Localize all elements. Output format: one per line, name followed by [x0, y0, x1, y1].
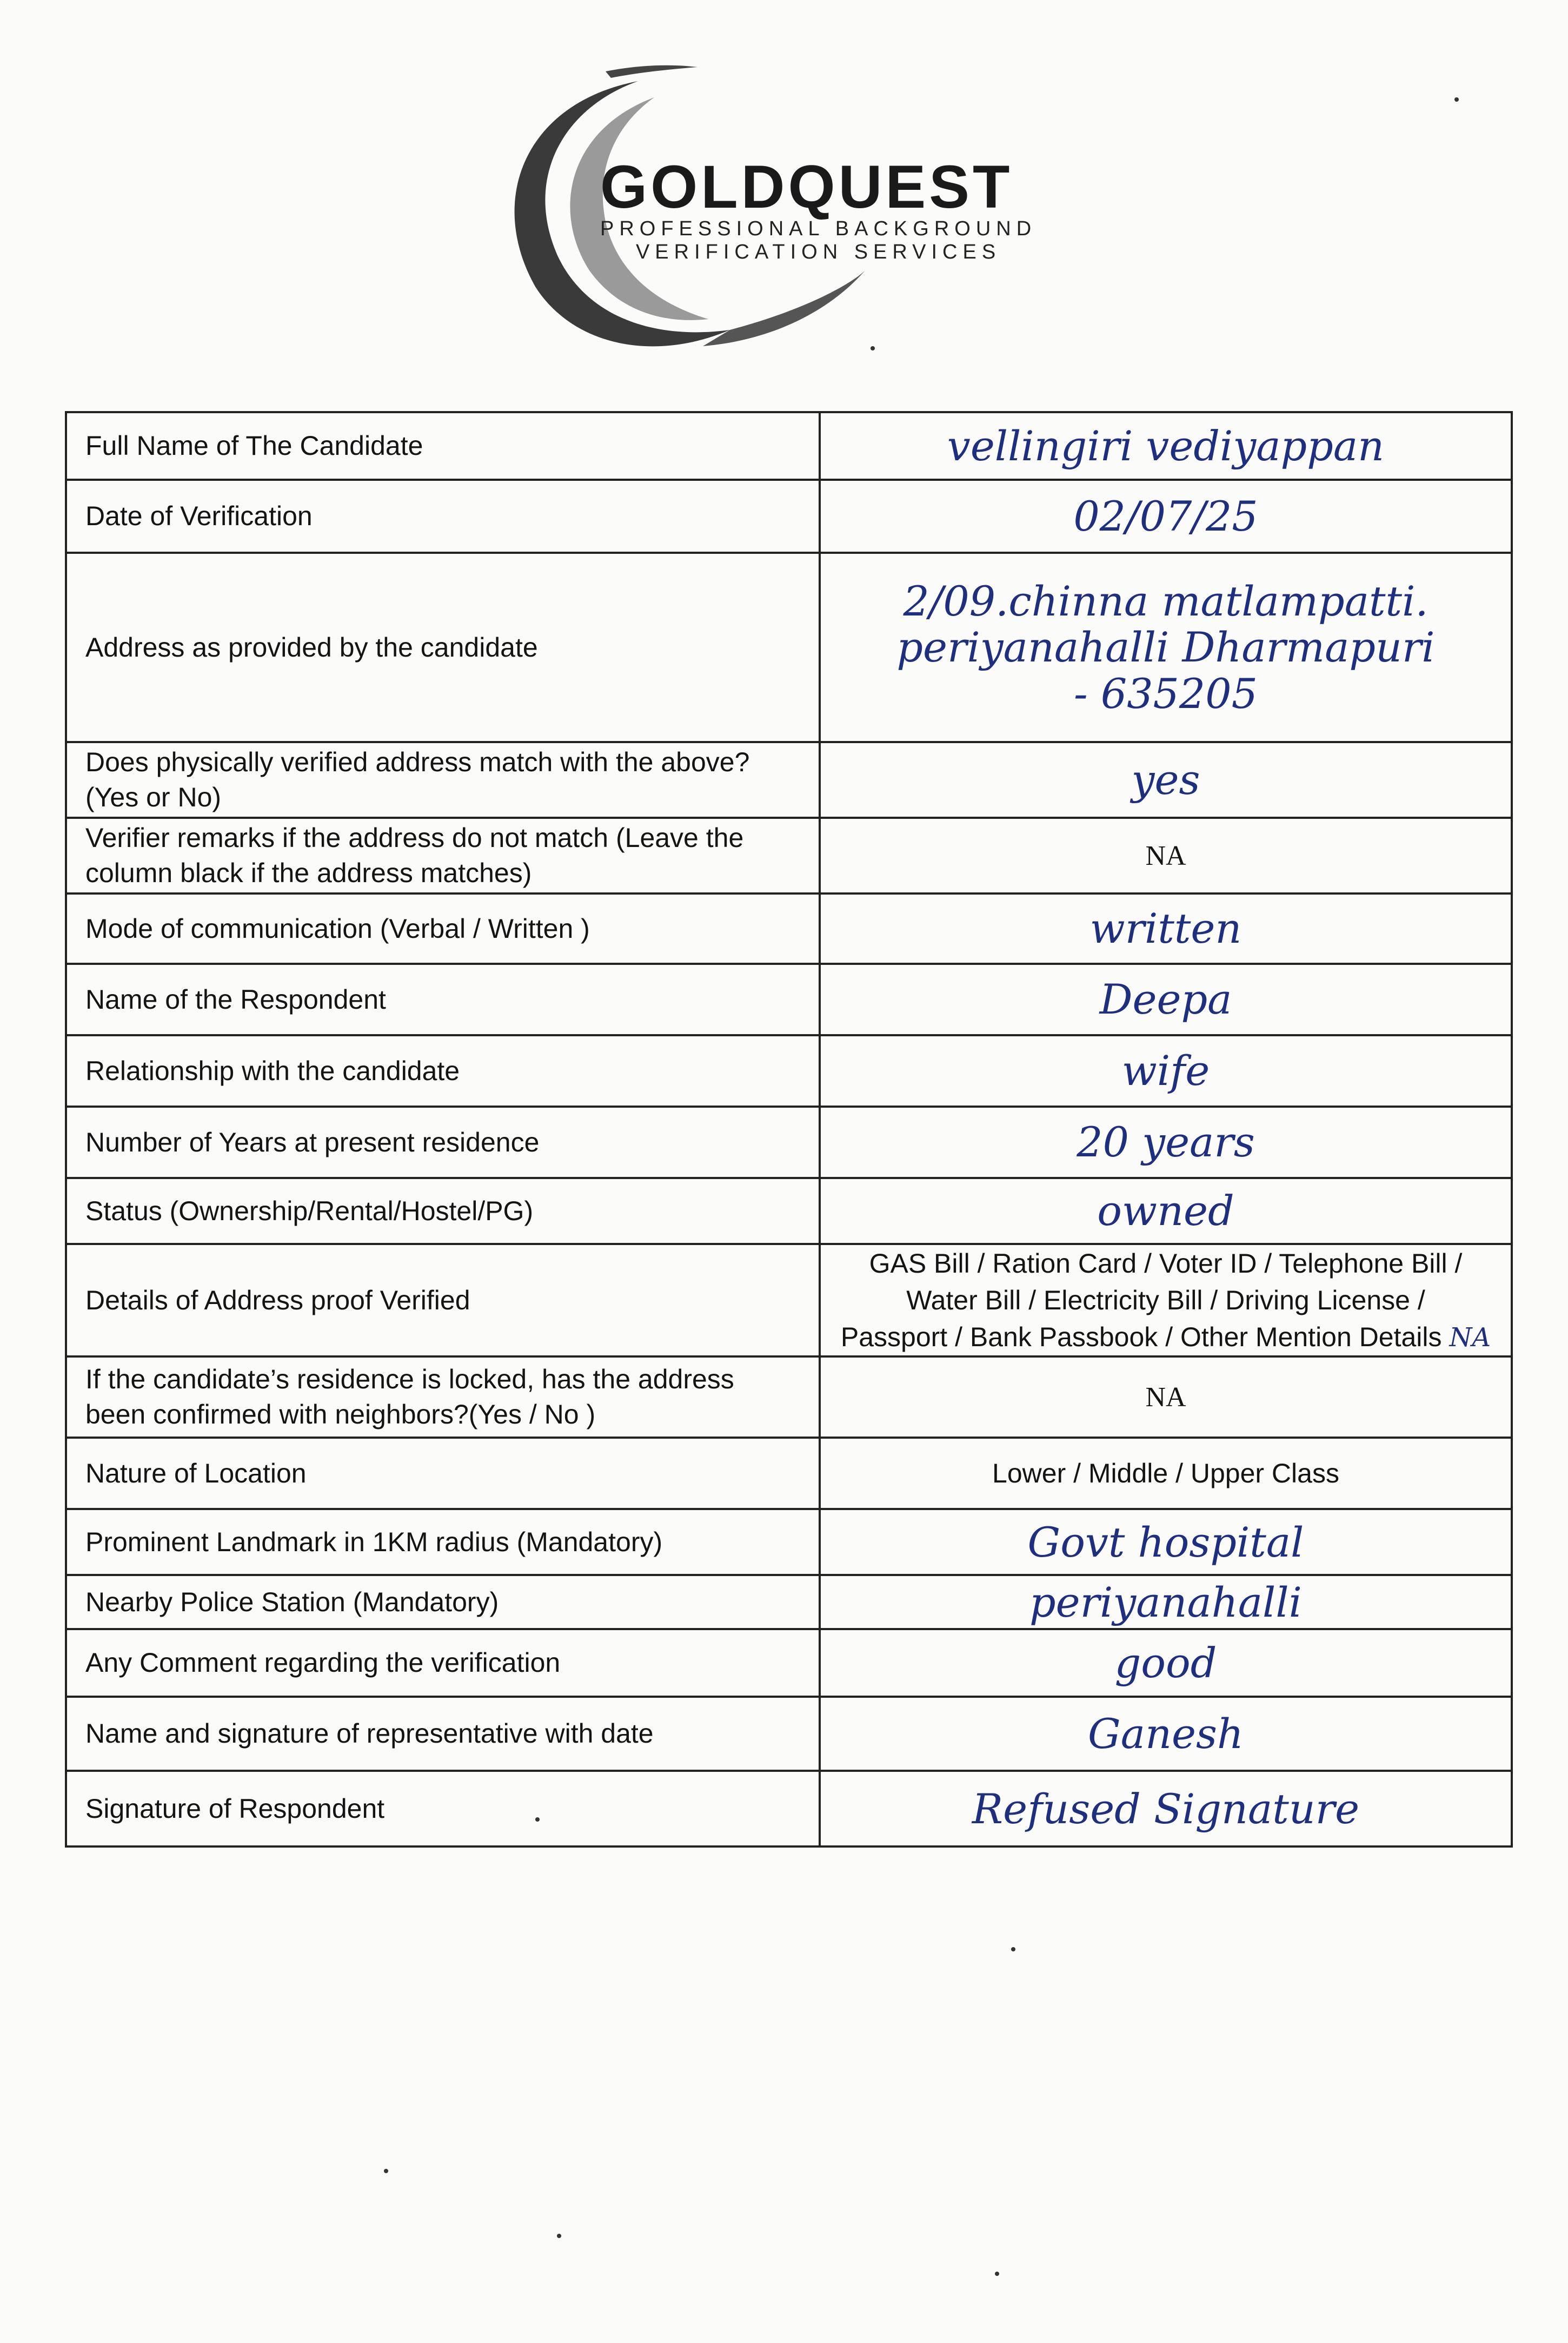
row-value	[820, 412, 1512, 480]
police-station-value: periyanahalli	[1029, 1578, 1302, 1626]
row-value	[820, 1509, 1512, 1575]
form-row	[66, 1244, 1512, 1356]
handwritten-na-mark: NA	[1449, 1322, 1491, 1353]
row-label: Status (Ownership/Rental/Hostel/PG)	[66, 1178, 820, 1244]
candidate-name-value: vellingiri vediyappan	[947, 421, 1385, 470]
row-label: Mode of communication (Verbal / Written )	[66, 893, 820, 964]
row-value	[820, 1035, 1512, 1107]
address-proof-options-text: Passport / Bank Passbook / Other Mention Details	[840, 1322, 1442, 1352]
label-line: been confirmed with neighbors?(Yes / No )	[85, 1399, 596, 1430]
row-label: Date of Verification	[66, 480, 820, 553]
label-line: column black if the address matches)	[85, 858, 532, 888]
row-value	[820, 1244, 1512, 1356]
form-row	[66, 742, 1512, 818]
form-row	[66, 893, 1512, 964]
form-row	[66, 1107, 1512, 1178]
row-value	[820, 1771, 1512, 1846]
row-label	[66, 818, 820, 893]
neighbors-confirmed-value: NA	[1145, 1381, 1186, 1413]
relationship-value: wife	[1121, 1047, 1210, 1095]
label-line: If the candidate’s residence is locked, has the address	[85, 1364, 734, 1395]
communication-mode-value: written	[1089, 904, 1242, 953]
scan-speck	[1454, 97, 1459, 102]
row-label: Relationship with the candidate	[66, 1035, 820, 1107]
row-label: Prominent Landmark in 1KM radius (Mandatory)	[66, 1509, 820, 1575]
row-value	[820, 742, 1512, 818]
row-value	[820, 553, 1512, 742]
form-row	[66, 1178, 1512, 1244]
row-label: Full Name of The Candidate	[66, 412, 820, 480]
form-row	[66, 1035, 1512, 1107]
form-row	[66, 480, 1512, 553]
row-value	[820, 1356, 1512, 1438]
row-label: Details of Address proof Verified	[66, 1244, 820, 1356]
row-value	[820, 1107, 1512, 1178]
label-line: Verifier remarks if the address do not match (Leave the	[85, 823, 744, 853]
row-label: Nearby Police Station (Mandatory)	[66, 1575, 820, 1629]
row-label: Address as provided by the candidate	[66, 553, 820, 742]
row-value	[820, 1629, 1512, 1697]
brand-tagline-line1: PROFESSIONAL BACKGROUND	[600, 217, 1037, 240]
row-label: Name and signature of representative with date	[66, 1697, 820, 1771]
address-proof-options-line: GAS Bill / Ration Card / Voter ID / Telephone Bill /	[869, 1248, 1463, 1279]
row-value	[820, 964, 1512, 1035]
row-value	[820, 893, 1512, 964]
verification-date-value: 02/07/25	[1073, 492, 1258, 540]
residence-status-value: owned	[1097, 1187, 1234, 1235]
address-proof-options-line: Water Bill / Electricity Bill / Driving License /	[906, 1285, 1425, 1315]
row-label: Any Comment regarding the verification	[66, 1629, 820, 1697]
verifier-remarks-value: NA	[1145, 840, 1186, 871]
row-value	[820, 1697, 1512, 1771]
form-row	[66, 1771, 1512, 1846]
row-label	[66, 1356, 820, 1438]
row-label: Number of Years at present residence	[66, 1107, 820, 1178]
form-row	[66, 1575, 1512, 1629]
years-at-residence-value: 20 years	[1077, 1118, 1255, 1167]
respondent-signature-value: Refused Signature	[972, 1784, 1360, 1833]
location-nature-value: Lower / Middle / Upper Class	[992, 1458, 1339, 1489]
scan-speck	[995, 2272, 999, 2276]
label-line: Does physically verified address match with the above?	[85, 747, 750, 777]
row-value	[820, 480, 1512, 553]
brand-name: GOLDQUEST	[600, 153, 1013, 221]
form-row	[66, 412, 1512, 480]
form-row	[66, 1438, 1512, 1509]
scan-speck	[557, 2234, 561, 2238]
scan-speck	[1011, 1947, 1015, 1951]
address-line: - 635205	[1074, 669, 1258, 718]
brand-tagline-line2: VERIFICATION SERVICES	[635, 240, 1001, 263]
respondent-name-value: Deepa	[1099, 975, 1232, 1024]
label-line: (Yes or No)	[85, 782, 222, 812]
address-line: 2/09.chinna matlampatti.	[903, 577, 1429, 626]
row-label: Nature of Location	[66, 1438, 820, 1509]
address-line: periyanahalli Dharmapuri	[896, 623, 1435, 672]
form-row	[66, 553, 1512, 742]
row-value	[820, 1178, 1512, 1244]
row-label: Name of the Respondent	[66, 964, 820, 1035]
verification-form-table	[65, 411, 1513, 1848]
address-proof-options-line	[821, 1319, 1511, 1355]
scan-speck	[535, 1817, 540, 1822]
form-row	[66, 1629, 1512, 1697]
landmark-value: Govt hospital	[1027, 1518, 1304, 1566]
row-label: Signature of Respondent	[66, 1771, 820, 1846]
row-value	[820, 1438, 1512, 1509]
row-value	[820, 1575, 1512, 1629]
form-row	[66, 818, 1512, 893]
form-row	[66, 964, 1512, 1035]
row-label	[66, 742, 820, 818]
form-row	[66, 1697, 1512, 1771]
scan-speck	[384, 2169, 388, 2173]
form-row	[66, 1356, 1512, 1438]
form-row	[66, 1509, 1512, 1575]
verification-comment-value: good	[1114, 1639, 1217, 1687]
representative-signature-value: Ganesh	[1088, 1710, 1244, 1758]
goldquest-logo-text	[600, 153, 1037, 263]
address-match-value: yes	[1131, 756, 1200, 804]
row-value	[820, 818, 1512, 893]
scan-speck	[871, 346, 875, 350]
